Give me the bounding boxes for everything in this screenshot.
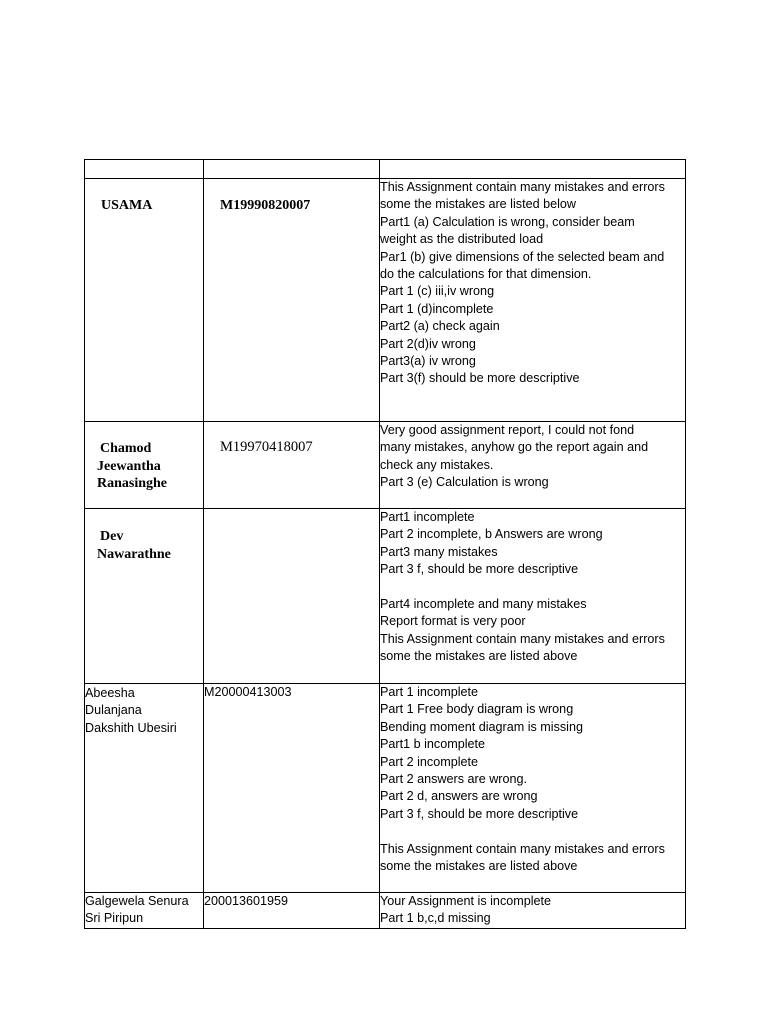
comment-line: This Assignment contain many mistakes and errors — [380, 180, 665, 194]
id-cell — [204, 160, 380, 179]
comment-line: Par1 (b) give dimensions of the selected beam and — [380, 249, 665, 264]
comment-line: Part1 (a) Calculation is wrong, consider beam — [380, 214, 635, 229]
student-name: Dulanjana — [85, 703, 142, 718]
student-id: 200013601959 — [204, 894, 289, 908]
comment-line: Part 1 (c) iii,iv wrong — [380, 284, 495, 299]
comment-line: Part 2(d)iv wrong — [380, 336, 476, 351]
comment-line: Part 2 incomplete, b Answers are wrong — [380, 527, 603, 542]
comment-line: Bending moment diagram is missing — [380, 719, 583, 734]
comment-line: Part3(a) iv wrong — [380, 354, 476, 369]
comment-line: Part2 (a) check again — [380, 319, 500, 334]
id-cell — [204, 179, 380, 422]
comment-line: check any mistakes. — [380, 457, 494, 472]
blank-line — [380, 823, 685, 840]
student-name: Dakshith Ubesiri — [85, 720, 177, 735]
id-cell — [204, 684, 380, 893]
comment-line: Part 1 incomplete — [380, 685, 479, 699]
comment-line: Very good assignment report, I could not fond — [380, 423, 635, 437]
student-id: M19990820007 — [220, 198, 311, 213]
comment-line: Part 1 Free body diagram is wrong — [380, 702, 574, 717]
blank-line — [380, 579, 685, 596]
table-row — [85, 684, 686, 893]
name-cell — [85, 893, 204, 929]
student-name: Sri Piripun — [85, 911, 144, 926]
student-name: Abeesha — [85, 686, 135, 700]
comment-line: Part 3 (e) Calculation is wrong — [380, 475, 549, 490]
student-name: Galgewela Senura — [85, 894, 189, 908]
table-row — [85, 422, 686, 509]
comment-line: Part 1 (d)incomplete — [380, 301, 494, 316]
student-name: Chamod — [100, 441, 152, 456]
student-name: Nawarathne — [97, 546, 171, 562]
student-id: M19970418007 — [220, 439, 313, 455]
comment-line: Part 2 answers are wrong. — [380, 772, 527, 787]
comment-line: Part 3 f, should be more descriptive — [380, 806, 579, 821]
comment-line: Part4 incomplete and many mistakes — [380, 597, 587, 612]
student-name: USAMA — [101, 198, 153, 213]
comment-line: Report format is very poor — [380, 614, 526, 629]
id-cell — [204, 893, 380, 929]
comment-line: Part 1 b,c,d missing — [380, 911, 491, 926]
comment-line: Part3 many mistakes — [380, 544, 498, 559]
comment-line: many mistakes, anyhow go the report again and — [380, 440, 649, 455]
comment-line: do the calculations for that dimension. — [380, 267, 592, 282]
name-cell — [85, 179, 204, 422]
comment-line: Part 3 f, should be more descriptive — [380, 562, 579, 577]
comment-cell — [380, 893, 686, 929]
table-row — [85, 509, 686, 684]
comment-line: This Assignment contain many mistakes and errors — [380, 631, 665, 646]
comment-line: some the mistakes are listed above — [380, 859, 578, 874]
table-row — [85, 179, 686, 422]
comment-line: Your Assignment is incomplete — [380, 894, 552, 908]
name-cell — [85, 684, 204, 893]
table-row — [85, 893, 686, 929]
comment-line: weight as the distributed load — [380, 232, 544, 247]
name-cell — [85, 160, 204, 179]
feedback-table — [84, 159, 686, 929]
comment-line: Part1 incomplete — [380, 510, 475, 524]
comment-cell — [380, 509, 686, 684]
comment-line: Part 2 d, answers are wrong — [380, 789, 538, 804]
comment-line: some the mistakes are listed below — [380, 197, 576, 212]
comment-cell — [380, 422, 686, 509]
comment-cell — [380, 160, 686, 179]
student-name: Ranasinghe — [97, 476, 168, 491]
comment-line: Part1 b incomplete — [380, 737, 486, 752]
comment-line: Part 3(f) should be more descriptive — [380, 371, 580, 386]
comment-cell — [380, 179, 686, 422]
comment-cell — [380, 684, 686, 893]
comment-line: some the mistakes are listed above — [380, 649, 578, 664]
student-name: Jeewantha — [97, 458, 161, 474]
name-cell — [85, 422, 204, 509]
student-name: Dev — [100, 529, 124, 544]
name-cell — [85, 509, 204, 684]
id-cell — [204, 422, 380, 509]
student-id: M20000413003 — [204, 685, 292, 699]
table-row-header — [85, 160, 686, 179]
id-cell — [204, 509, 380, 684]
comment-line: Part 2 incomplete — [380, 754, 479, 769]
comment-line: This Assignment contain many mistakes and errors — [380, 841, 665, 856]
